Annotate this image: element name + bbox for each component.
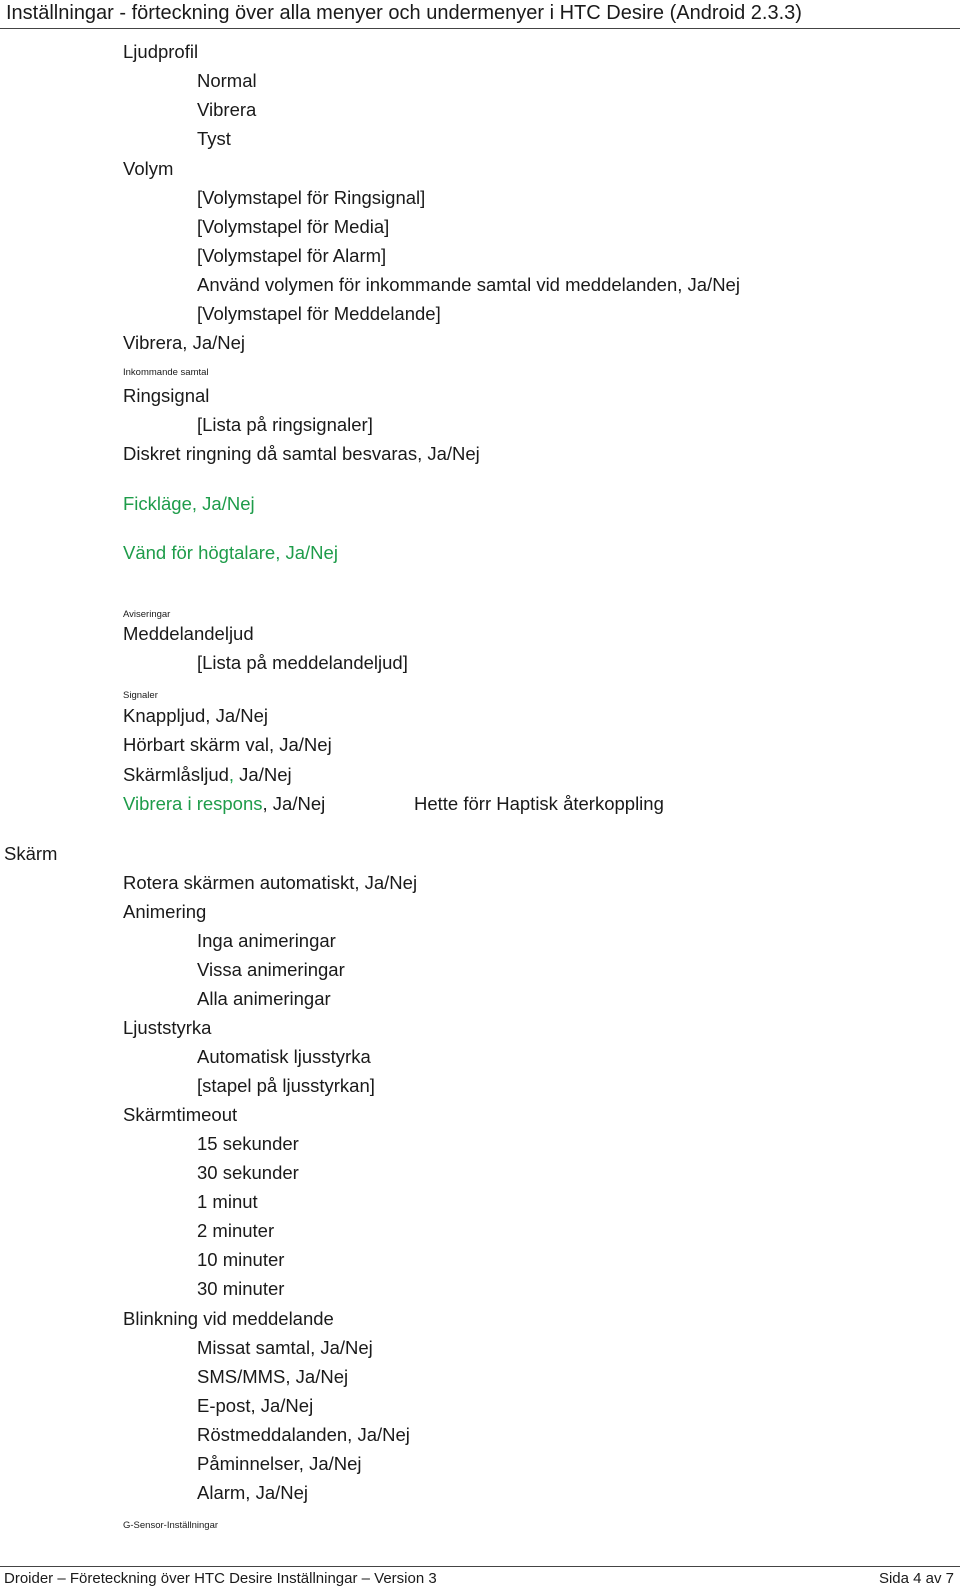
option-lista-meddelandeljud: [Lista på meddelandeljud] bbox=[197, 652, 408, 673]
option-vissa: Vissa animeringar bbox=[197, 959, 345, 980]
item-animering: Animering bbox=[123, 901, 207, 922]
option-10m: 10 minuter bbox=[197, 1249, 285, 1270]
item-vibrera: Vibrera, Ja/Nej bbox=[123, 332, 246, 353]
option-normal: Normal bbox=[197, 70, 257, 91]
section-aviseringar: Aviseringar bbox=[123, 609, 171, 620]
note-haptisk: Hette förr Haptisk återkoppling bbox=[414, 793, 664, 814]
option-30s: 30 sekunder bbox=[197, 1162, 299, 1183]
option-paminnelser: Påminnelser, Ja/Nej bbox=[197, 1453, 362, 1474]
skarmlas-value: Ja/Nej bbox=[234, 764, 292, 785]
item-timeout: Skärmtimeout bbox=[123, 1104, 238, 1125]
option-30m: 30 minuter bbox=[197, 1278, 285, 1299]
item-rotera: Rotera skärmen automatiskt, Ja/Nej bbox=[123, 872, 418, 893]
item-horbart: Hörbart skärm val, Ja/Nej bbox=[123, 734, 332, 755]
option-epost: E-post, Ja/Nej bbox=[197, 1395, 314, 1416]
vibrera-respons-label: Vibrera i respons bbox=[123, 793, 263, 814]
option-sms: SMS/MMS, Ja/Nej bbox=[197, 1366, 349, 1387]
item-volym: Volym bbox=[123, 158, 174, 179]
option-vol-inkommande: Använd volymen för inkommande samtal vid meddelanden, Ja/Nej bbox=[197, 274, 740, 295]
option-vol-media: [Volymstapel för Media] bbox=[197, 216, 390, 237]
item-ringsignal: Ringsignal bbox=[123, 385, 210, 406]
item-vand: Vänd för högtalare, Ja/Nej bbox=[123, 542, 338, 563]
item-meddelandeljud: Meddelandeljud bbox=[123, 623, 254, 644]
item-diskret: Diskret ringning då samtal besvaras, Ja/Nej bbox=[123, 443, 480, 464]
option-inga: Inga animeringar bbox=[197, 930, 336, 951]
option-alarm: Alarm, Ja/Nej bbox=[197, 1482, 309, 1503]
option-vol-alarm: [Volymstapel för Alarm] bbox=[197, 245, 387, 266]
item-vibrera-respons bbox=[123, 793, 325, 815]
page-number: Sida 4 av 7 bbox=[878, 1570, 954, 1587]
page-header bbox=[0, 0, 960, 29]
option-1m: 1 minut bbox=[197, 1191, 258, 1212]
option-missat: Missat samtal, Ja/Nej bbox=[197, 1337, 373, 1358]
option-vol-ring: [Volymstapel för Ringsignal] bbox=[197, 187, 426, 208]
footer-title: Droider – Företeckning över HTC Desire Inställningar – Version 3 bbox=[4, 1570, 437, 1587]
item-ficklage: Fickläge, Ja/Nej bbox=[123, 493, 255, 514]
item-ljusstyrka: Ljuststyrka bbox=[123, 1017, 212, 1038]
option-tyst: Tyst bbox=[197, 128, 231, 149]
option-vibrera: Vibrera bbox=[197, 99, 257, 120]
option-alla: Alla animeringar bbox=[197, 988, 331, 1009]
item-skarmlasljud bbox=[123, 764, 292, 786]
item-blinkning: Blinkning vid meddelande bbox=[123, 1308, 334, 1329]
header-title: Inställningar - förteckning över alla menyer och undermenyer i HTC Desire (Android 2.3.3) bbox=[6, 2, 802, 24]
section-gsensor: G-Sensor-Inställningar bbox=[123, 1520, 219, 1531]
option-vol-meddelande: [Volymstapel för Meddelande] bbox=[197, 303, 441, 324]
option-15s: 15 sekunder bbox=[197, 1133, 299, 1154]
page-footer bbox=[0, 1566, 960, 1590]
item-ljudprofil: Ljudprofil bbox=[123, 41, 199, 62]
section-signaler: Signaler bbox=[123, 690, 158, 701]
item-knappljud: Knappljud, Ja/Nej bbox=[123, 705, 269, 726]
heading-skarm: Skärm bbox=[4, 843, 58, 864]
option-auto-ljus: Automatisk ljusstyrka bbox=[197, 1046, 371, 1067]
skarmlas-label: Skärmlåsljud bbox=[123, 764, 229, 785]
option-2m: 2 minuter bbox=[197, 1220, 275, 1241]
section-inkommande-samtal: Inkommande samtal bbox=[123, 367, 209, 378]
option-stapel-ljus: [stapel på ljusstyrkan] bbox=[197, 1075, 375, 1096]
option-rost: Röstmeddalanden, Ja/Nej bbox=[197, 1424, 410, 1445]
option-lista-ring: [Lista på ringsignaler] bbox=[197, 414, 373, 435]
skarmlas-comma: , bbox=[228, 764, 235, 785]
vibrera-respons-value: , Ja/Nej bbox=[262, 793, 326, 814]
